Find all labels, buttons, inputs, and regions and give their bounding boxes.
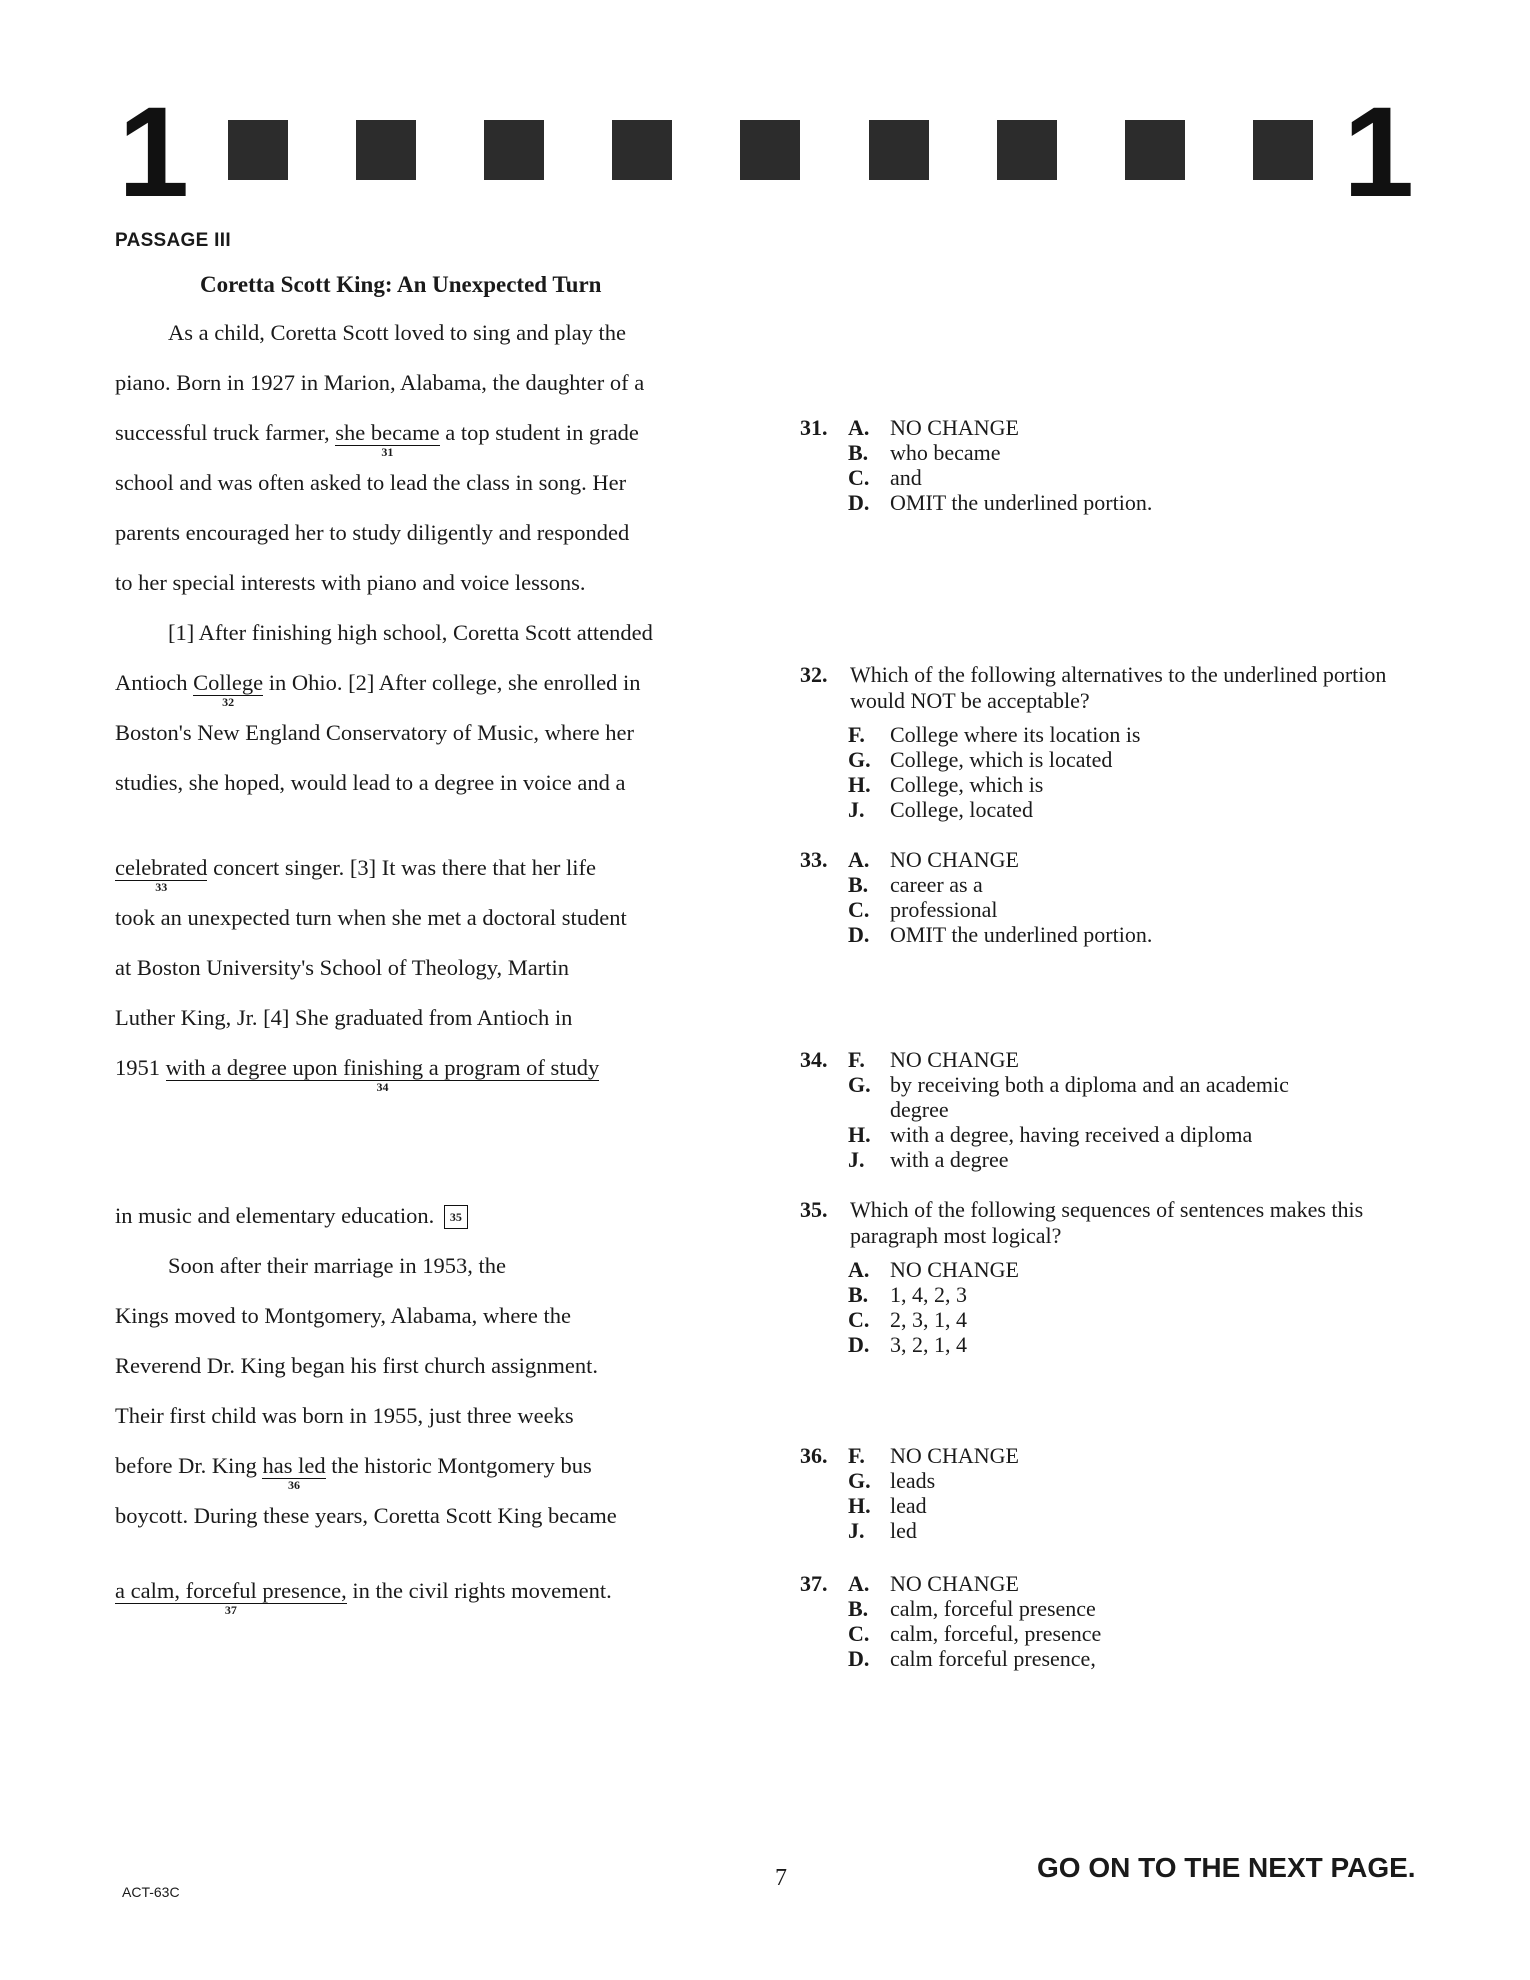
passage-line: Soon after their marriage in 1953, the <box>168 1253 507 1278</box>
answer-option[interactable]: H. with a degree, having received a diploma <box>848 1122 1253 1147</box>
passage-line: took an unexpected turn when she met a doctoral student <box>115 905 627 930</box>
question-number: 33. <box>800 847 828 872</box>
question-number: 31. <box>800 415 828 440</box>
underlined-portion-31: she became 31 <box>335 420 440 459</box>
passage-line: successful truck farmer, she became 31 a top student in grade <box>115 420 639 459</box>
next-page-notice: GO ON TO THE NEXT PAGE. <box>1037 1852 1416 1883</box>
passage-line: boycott. During these years, Coretta Scott King became <box>115 1503 617 1528</box>
page-number: 7 <box>775 1865 787 1891</box>
answer-option[interactable]: G. College, which is located <box>848 747 1113 772</box>
header-square <box>1125 120 1185 180</box>
answer-option[interactable]: F. NO CHANGE <box>848 1047 1019 1072</box>
answer-option[interactable]: B. who became <box>848 440 1001 465</box>
question-number: 36. <box>800 1443 828 1468</box>
answer-option[interactable]: D. 3, 2, 1, 4 <box>848 1332 967 1357</box>
passage-line: As a child, Coretta Scott loved to sing and play the <box>168 320 627 345</box>
answer-option[interactable]: B. 1, 4, 2, 3 <box>848 1282 967 1307</box>
answer-option[interactable]: H. lead <box>848 1493 927 1518</box>
passage-line: school and was often asked to lead the class in song. Her <box>115 470 627 495</box>
underlined-portion-33: celebrated 33 <box>115 855 208 894</box>
section-number-right: 1 <box>1343 81 1415 224</box>
passage-line: Boston's New England Conservatory of Music, where her <box>115 720 634 745</box>
passage-line: parents encouraged her to study diligently and responded <box>115 520 630 545</box>
header-square <box>612 120 672 180</box>
header-square <box>997 120 1057 180</box>
question-number: 32. <box>800 662 828 687</box>
passage-line: at Boston University's School of Theology, Martin <box>115 955 570 980</box>
answer-option[interactable]: J. with a degree <box>848 1147 1009 1172</box>
answer-option[interactable]: C. professional <box>848 897 998 922</box>
answer-option[interactable]: H. College, which is <box>848 772 1044 797</box>
passage-line: studies, she hoped, would lead to a degree in voice and a <box>115 770 626 795</box>
answer-option[interactable]: D. OMIT the underlined portion. <box>848 922 1153 947</box>
underlined-portion-37: a calm, forceful presence, 37 <box>115 1578 347 1617</box>
header-square <box>869 120 929 180</box>
passage-line: Antioch College 32 in Ohio. [2] After college, she enrolled in <box>115 670 641 709</box>
underlined-portion-36: has led 36 <box>262 1453 326 1492</box>
passage-line: Kings moved to Montgomery, Alabama, where the <box>115 1303 571 1328</box>
passage-label: PASSAGE III <box>115 230 231 251</box>
answer-option[interactable]: J. led <box>848 1518 917 1543</box>
passage-line: a calm, forceful presence, 37 in the civil rights movement. <box>115 1578 612 1617</box>
question-number: 34. <box>800 1047 828 1072</box>
passage-line: Their first child was born in 1955, just three weeks <box>115 1403 574 1428</box>
passage-line: piano. Born in 1927 in Marion, Alabama, the daughter of a <box>115 370 645 395</box>
passage-line: before Dr. King has led 36 the historic Montgomery bus <box>115 1453 592 1492</box>
question-number: 35. <box>800 1197 828 1222</box>
question-35-marker: 35 <box>444 1205 468 1229</box>
passage-line: Luther King, Jr. [4] She graduated from Antioch in <box>115 1005 573 1030</box>
answer-option[interactable]: D. calm forceful presence, <box>848 1646 1096 1671</box>
header-square <box>740 120 800 180</box>
underlined-portion-34: with a degree upon finishing a program of study 34 <box>165 1055 600 1094</box>
answer-option[interactable]: F. College where its location is <box>848 722 1141 747</box>
section-number-left: 1 <box>118 81 190 224</box>
answer-option[interactable]: F. NO CHANGE <box>848 1443 1019 1468</box>
answer-option[interactable]: A. NO CHANGE <box>848 1257 1019 1282</box>
answer-option[interactable]: G. leads <box>848 1468 936 1493</box>
question-number: 37. <box>800 1571 828 1596</box>
answer-option[interactable]: B. career as a <box>848 872 983 897</box>
answer-option[interactable]: C. calm, forceful, presence <box>848 1621 1102 1646</box>
underlined-portion-32: College 32 <box>193 670 264 709</box>
passage-line: celebrated 33 concert singer. [3] It was there that her life <box>115 855 597 894</box>
answer-option[interactable]: J. College, located <box>848 797 1033 822</box>
answer-option[interactable]: C. 2, 3, 1, 4 <box>848 1307 967 1332</box>
question-stem: Which of the following sequences of sentences makes this paragraph most logical? <box>850 1197 1364 1248</box>
answer-option[interactable]: A. NO CHANGE <box>848 847 1019 872</box>
passage-line: [1] After finishing high school, Coretta Scott attended <box>168 620 653 645</box>
answer-option[interactable]: B. calm, forceful presence <box>848 1596 1096 1621</box>
header-square <box>356 120 416 180</box>
answer-option[interactable]: D. OMIT the underlined portion. <box>848 490 1153 515</box>
answer-option[interactable]: G. by receiving both a diploma and an academic <box>848 1072 1289 1097</box>
passage-line: 1951 with a degree upon finishing a program of study 34 <box>115 1055 600 1094</box>
answer-option[interactable]: A. NO CHANGE <box>848 1571 1019 1596</box>
header-square <box>484 120 544 180</box>
header-square <box>228 120 288 180</box>
passage-line: Reverend Dr. King began his first church assignment. <box>115 1353 599 1378</box>
passage-line: to her special interests with piano and voice lessons. <box>115 570 586 595</box>
header-square <box>1253 120 1313 180</box>
form-code: ACT-63C <box>122 1884 180 1900</box>
answer-option[interactable]: C. and <box>848 465 922 490</box>
question-stem: Which of the following alternatives to the underlined portion would NOT be acceptable? <box>850 662 1387 713</box>
answer-option[interactable]: A. NO CHANGE <box>848 415 1019 440</box>
passage-title: Coretta Scott King: An Unexpected Turn <box>200 272 602 297</box>
passage-line: in music and elementary education. 35 <box>115 1203 468 1229</box>
answer-option-continuation: degree <box>890 1097 949 1122</box>
